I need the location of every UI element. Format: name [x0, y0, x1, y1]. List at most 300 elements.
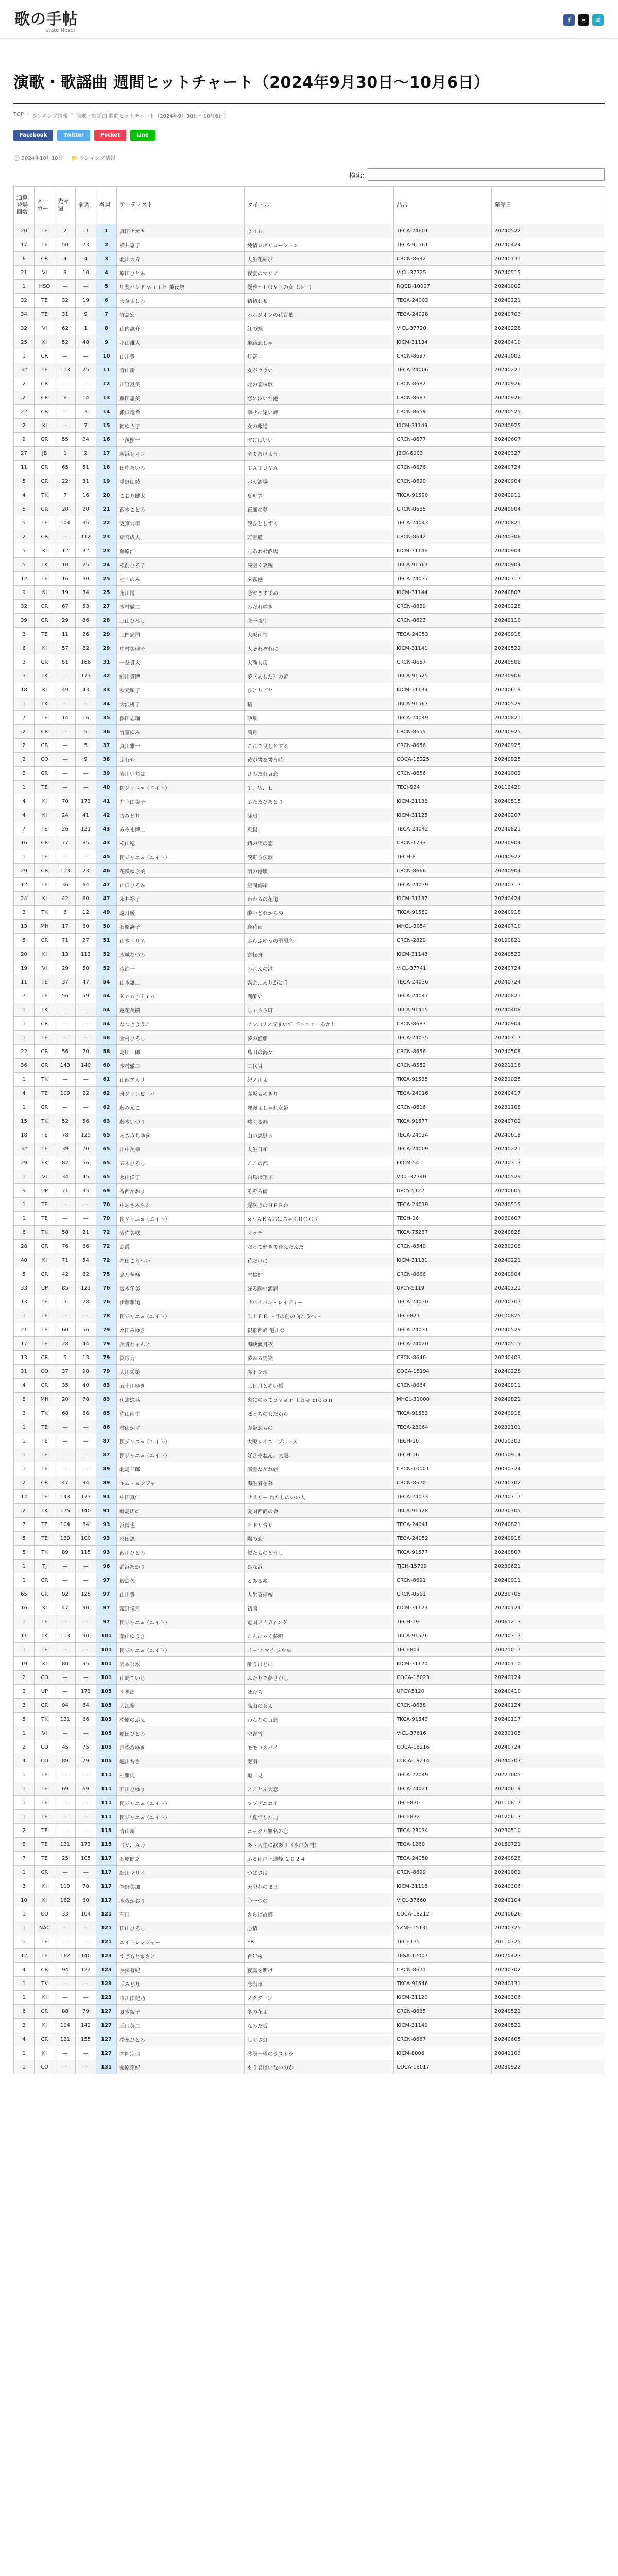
cell-last-week: — [76, 1031, 96, 1045]
cell-rank: 79 [96, 1365, 117, 1379]
cell-release-date: 20240626 [492, 1907, 605, 1921]
cell-release-date: 20240424 [492, 238, 605, 252]
cell-two-weeks-ago: — [55, 1434, 76, 1448]
cell-last-week: — [76, 1003, 96, 1017]
table-row [14, 892, 605, 906]
cell-artist: 山口ひろみ [117, 878, 245, 892]
cell-maker: CR [35, 530, 55, 544]
cell-maker: CR [35, 1100, 55, 1114]
cell-artist: 松山穂 [117, 836, 245, 850]
cell-appearances: 2 [14, 391, 35, 405]
table-row [14, 628, 605, 641]
cell-maker: TE [35, 1490, 55, 1504]
cell-last-week: 100 [76, 1532, 96, 1546]
cell-release-date: 20240828 [492, 1226, 605, 1240]
cell-artist: 山崎ていじ [117, 1671, 245, 1685]
cell-release-date: 20240228 [492, 321, 605, 335]
cell-maker: KI [35, 335, 55, 349]
cell-rank: 47 [96, 878, 117, 892]
cell-title: ツブデニコイ [245, 1796, 394, 1810]
mail-icon[interactable]: ✉ [592, 14, 604, 26]
cell-two-weeks-ago: 175 [55, 1504, 76, 1518]
cell-two-weeks-ago: — [55, 1824, 76, 1838]
cell-last-week: 9 [76, 753, 96, 767]
breadcrumb-current: 演歌・歌謡曲 週間ヒットチャート（2024年9月30日〜10月6日） [76, 114, 229, 120]
cell-maker: TE [35, 1295, 55, 1309]
cell-appearances: 9 [14, 586, 35, 600]
cell-two-weeks-ago: 49 [55, 683, 76, 697]
cell-two-weeks-ago: 20 [55, 1393, 76, 1406]
cell-last-week: 2 [76, 447, 96, 461]
cell-release-date: 20240408 [492, 1003, 605, 1017]
cell-last-week: 69 [76, 1782, 96, 1796]
cell-two-weeks-ago: 94 [55, 1963, 76, 1977]
cell-two-weeks-ago: — [55, 377, 76, 391]
cell-rank: 131 [96, 2060, 117, 2074]
cell-last-week: — [76, 2060, 96, 2074]
table-row [14, 1532, 605, 1546]
cell-title: 三日月と赤い橋 [245, 1379, 394, 1393]
cell-appearances: 29 [14, 1156, 35, 1170]
cell-title: イッツ マイ ソウル [245, 1643, 394, 1657]
cell-catalog-no: TECA-24042 [394, 822, 492, 836]
share-buttons [13, 130, 605, 141]
table-row [14, 1796, 605, 1810]
cell-rank: 65 [96, 1142, 117, 1156]
col-header-appearances[interactable]: 通算登場回数 [14, 187, 35, 224]
cell-last-week: — [76, 1796, 96, 1810]
cell-maker: TE [35, 1532, 55, 1546]
cell-rank: 121 [96, 1907, 117, 1921]
cell-catalog-no: TKCA-91582 [394, 906, 492, 920]
cell-maker: TE [35, 1031, 55, 1045]
cell-title: 黄が誓を誓う時 [245, 753, 394, 767]
cell-last-week: 43 [76, 683, 96, 697]
cell-appearances: 3 [14, 628, 35, 641]
cell-title: もう君はいないのか [245, 2060, 394, 2074]
cell-title: 優雅〜ＬＯＶＥの女（ホー） [245, 280, 394, 294]
col-header-two-weeks-ago[interactable]: 先々週 [55, 187, 76, 224]
cell-appearances: 1 [14, 850, 35, 864]
cell-two-weeks-ago: 113 [55, 363, 76, 377]
cell-catalog-no: COCA-18212 [394, 1907, 492, 1921]
cell-catalog-no: TECA-24030 [394, 1295, 492, 1309]
post-category[interactable]: 📁 ランキング情報 [71, 156, 115, 161]
table-row [14, 391, 605, 405]
table-row [14, 544, 605, 558]
cell-two-weeks-ago: 28 [55, 1337, 76, 1351]
cell-title: 電国アイディング [245, 1615, 394, 1629]
cell-catalog-no: FKCM-54 [394, 1156, 492, 1170]
table-row [14, 377, 605, 391]
share-line-button[interactable]: Line [130, 130, 155, 141]
cell-title: 砂漠一望のラストラ [245, 2046, 394, 2060]
cell-maker: CR [35, 1379, 55, 1393]
cell-two-weeks-ago: 60 [55, 1323, 76, 1337]
cell-maker: TE [35, 1420, 55, 1434]
table-row [14, 1782, 605, 1796]
cell-release-date: 20240529 [492, 1323, 605, 1337]
cell-rank: 7 [96, 308, 117, 321]
cell-release-date: 20240713 [492, 1629, 605, 1643]
cell-title: ひな浜 [245, 1560, 394, 1573]
cell-rank: 75 [96, 1267, 117, 1281]
cell-two-weeks-ago: — [55, 1726, 76, 1740]
cell-last-week: 140 [76, 1504, 96, 1518]
cell-two-weeks-ago: — [55, 1685, 76, 1699]
cell-release-date: 20240221 [492, 1281, 605, 1295]
cell-release-date: 20221005 [492, 1768, 605, 1782]
cell-artist: 三茂樹一 [117, 433, 245, 447]
cell-catalog-no: TECI-830 [394, 1796, 492, 1810]
table-row [14, 1573, 605, 1587]
cell-title: 泣けばいい [245, 433, 394, 447]
cell-last-week: 40 [76, 1379, 96, 1393]
cell-two-weeks-ago: — [55, 1073, 76, 1087]
table-row [14, 1073, 605, 1087]
cell-title: 陽の恋 [245, 1532, 394, 1546]
table-row [14, 1434, 605, 1448]
cell-release-date: 20240702 [492, 1114, 605, 1128]
cell-two-weeks-ago: 104 [55, 2019, 76, 2032]
table-row [14, 2032, 605, 2046]
cell-artist: 関ジャニ∞（エイト） [117, 1615, 245, 1629]
page-title: 演歌・歌謡曲 週間ヒットチャート（2024年9月30日〜10月6日） [13, 74, 490, 92]
cell-appearances: 4 [14, 1379, 35, 1393]
cell-maker: TE [35, 1852, 55, 1866]
cell-catalog-no: CRCN-8656 [394, 739, 492, 753]
cell-maker: KI [35, 794, 55, 808]
table-row [14, 947, 605, 961]
cell-appearances: 2 [14, 1504, 35, 1518]
cell-last-week: 59 [76, 989, 96, 1003]
cell-appearances: 12 [14, 1490, 35, 1504]
cell-rank: 101 [96, 1643, 117, 1657]
cell-maker: TE [35, 1448, 55, 1462]
cell-rank: 17 [96, 447, 117, 461]
col-header-catalog-no[interactable]: 品番 [394, 187, 492, 224]
cell-release-date: 20240515 [492, 266, 605, 280]
cell-artist: 伊藤雅道 [117, 1295, 245, 1309]
cell-maker: CO [35, 1740, 55, 1754]
cell-release-date: 20230906 [492, 669, 605, 683]
cell-rank: 93 [96, 1518, 117, 1532]
cell-artist: 浦浜あかり [117, 1560, 245, 1573]
cell-two-weeks-ago: — [55, 1003, 76, 1017]
table-row [14, 781, 605, 794]
table-row [14, 2060, 605, 2074]
cell-last-week: 54 [76, 1253, 96, 1267]
cell-title: 恋一夜空 [245, 614, 394, 628]
cell-release-date: 20240522 [492, 947, 605, 961]
cell-catalog-no: TECA-24036 [394, 975, 492, 989]
cell-catalog-no: CRCN-8561 [394, 1587, 492, 1601]
table-row [14, 961, 605, 975]
cell-catalog-no: CRCN-8685 [394, 502, 492, 516]
cell-appearances: 1 [14, 1017, 35, 1031]
table-body [14, 224, 605, 2074]
cell-appearances: 2 [14, 739, 35, 753]
cell-two-weeks-ago: 113 [55, 864, 76, 878]
cell-two-weeks-ago: 16 [55, 572, 76, 586]
cell-two-weeks-ago: — [55, 2060, 76, 2074]
cell-last-week: 34 [76, 586, 96, 600]
cell-two-weeks-ago: — [55, 1768, 76, 1782]
site-logo[interactable] [14, 8, 123, 31]
cell-rank: 52 [96, 947, 117, 961]
cell-maker: TE [35, 1128, 55, 1142]
table-row [14, 1768, 605, 1782]
cell-artist: 関ジャニ∞（エイト） [117, 1212, 245, 1226]
table-row [14, 1337, 605, 1351]
col-header-maker[interactable]: メーカー [35, 187, 55, 224]
breadcrumb-category[interactable]: ランキング情報 [32, 114, 68, 120]
cell-appearances: 1 [14, 1462, 35, 1476]
cell-maker: KI [35, 641, 55, 655]
cell-release-date: 20190821 [492, 934, 605, 947]
table-row [14, 1087, 605, 1100]
cell-catalog-no: CRCN-8540 [394, 1240, 492, 1253]
cell-two-weeks-ago: 24 [55, 808, 76, 822]
cell-two-weeks-ago: 37 [55, 975, 76, 989]
cell-rank: 65 [96, 1156, 117, 1170]
cell-last-week: 66 [76, 1406, 96, 1420]
cell-two-weeks-ago: — [55, 1573, 76, 1587]
cell-release-date: 20240911 [492, 1573, 605, 1587]
cell-appearances: 21 [14, 1323, 35, 1337]
cell-release-date: 20240821 [492, 1518, 605, 1532]
cell-maker: TK [35, 669, 55, 683]
cell-last-week: 25 [76, 558, 96, 572]
cell-release-date: 20240926 [492, 377, 605, 391]
breadcrumb [13, 112, 605, 120]
share-facebook-button[interactable]: Facebook [13, 130, 53, 141]
cell-artist: 藤みえこ [117, 1100, 245, 1114]
cell-artist: 川野夏美 [117, 377, 245, 391]
cell-last-week: 66 [76, 1240, 96, 1253]
share-twitter-button[interactable]: Twitter [57, 130, 90, 141]
cell-maker: CR [35, 1059, 55, 1073]
cell-title: 人生花結び [245, 252, 394, 266]
cell-last-week: 98 [76, 1365, 96, 1379]
search-input[interactable] [368, 168, 605, 181]
cell-appearances: 1 [14, 1560, 35, 1573]
cell-maker: CR [35, 767, 55, 781]
cell-release-date: 20240104 [492, 1893, 605, 1907]
cell-two-weeks-ago: 34 [55, 1170, 76, 1184]
cell-artist: 三山ひろし [117, 614, 245, 628]
cell-rank: 8 [96, 321, 117, 335]
cell-maker: CR [35, 614, 55, 628]
cell-title: しゃらら町 [245, 1003, 394, 1017]
cell-appearances: 1 [14, 1309, 35, 1323]
cell-appearances: 11 [14, 1629, 35, 1643]
cell-release-date: 20230510 [492, 1824, 605, 1838]
cell-appearances: 2 [14, 1476, 35, 1490]
cell-title: 赤トンボ [245, 1365, 394, 1379]
cell-appearances: 5 [14, 516, 35, 530]
cell-two-weeks-ago: 139 [55, 1532, 76, 1546]
cell-catalog-no: MHCL-31000 [394, 1393, 492, 1406]
cell-title: 鬼にのってｏｖｅｒ ｔｈｅ ｍｏｏｎ [245, 1393, 394, 1406]
table-row [14, 1003, 605, 1017]
cell-artist: 伊達惣兵 [117, 1393, 245, 1406]
cell-rank: 46 [96, 864, 117, 878]
cell-release-date: 20240702 [492, 1963, 605, 1977]
col-header-this-week[interactable]: 当週 [96, 187, 117, 224]
cell-title: 夜雲のマリア [245, 266, 394, 280]
cell-appearances: 32 [14, 363, 35, 377]
cell-maker: VI [35, 1170, 55, 1184]
cell-appearances: 5 [14, 934, 35, 947]
cell-title: サラリー わたしのいい人 [245, 1490, 394, 1504]
col-header-artist[interactable]: アーティスト [117, 187, 245, 224]
cell-catalog-no: TECA-24031 [394, 1323, 492, 1337]
cell-two-weeks-ago: 47 [55, 1601, 76, 1615]
share-pocket-button[interactable]: Pocket [94, 130, 126, 141]
cell-two-weeks-ago: 29 [55, 961, 76, 975]
col-header-title[interactable]: タイトル [245, 187, 394, 224]
cell-last-week: 25 [76, 363, 96, 377]
cell-artist: 岩佐美咲 [117, 1226, 245, 1240]
cell-maker: HSO [35, 280, 55, 294]
cell-release-date: 20240821 [492, 516, 605, 530]
cell-appearances: 2 [14, 1685, 35, 1699]
cell-last-week: — [76, 1768, 96, 1782]
col-header-release-date[interactable]: 発売日 [492, 187, 605, 224]
cell-appearances: 11 [14, 461, 35, 474]
cell-release-date: 20120613 [492, 1810, 605, 1824]
cell-title: ほむら [245, 1685, 394, 1699]
cell-last-week: 155 [76, 2032, 96, 2046]
cell-last-week: — [76, 1212, 96, 1226]
cell-release-date: 20240124 [492, 1699, 605, 1713]
cell-title: 島田の海女 [245, 1045, 394, 1059]
cell-release-date: 20240828 [492, 1852, 605, 1866]
cell-last-week: — [76, 1935, 96, 1949]
cell-catalog-no: JBCK-6003 [394, 447, 492, 461]
cell-artist: 大江裕 [117, 1699, 245, 1713]
table-row [14, 1921, 605, 1935]
cell-title: 赤坂もめぎり [245, 1087, 394, 1100]
cell-last-week: 121 [76, 822, 96, 836]
cell-title: 夢の漁船 [245, 1031, 394, 1045]
cell-release-date: 20241002 [492, 349, 605, 363]
cell-two-weeks-ago: — [55, 1977, 76, 1991]
cell-title: 夢みる男笑 [245, 1351, 394, 1365]
cell-catalog-no: CRCN-8690 [394, 474, 492, 488]
cell-rank: 9 [96, 335, 117, 349]
cell-artist: 杜このみ [117, 572, 245, 586]
cell-rank: 29 [96, 641, 117, 655]
cell-two-weeks-ago: — [55, 1017, 76, 1031]
cell-catalog-no: COCA-18214 [394, 1754, 492, 1768]
cell-title: 恵銀 [245, 822, 394, 836]
cell-maker: TK [35, 558, 55, 572]
table-row [14, 1546, 605, 1560]
cell-title: バカ酒場 [245, 474, 394, 488]
cell-rank: 111 [96, 1768, 117, 1782]
cell-catalog-no: TECH-16 [394, 1434, 492, 1448]
cell-appearances: 2 [14, 753, 35, 767]
cell-release-date: 20240605 [492, 1184, 605, 1198]
cell-rank: 27 [96, 600, 117, 614]
cell-two-weeks-ago: 69 [55, 1782, 76, 1796]
cell-release-date: 20050914 [492, 1448, 605, 1462]
cell-catalog-no: TKCA-91561 [394, 558, 492, 572]
x-icon[interactable]: ✕ [578, 14, 589, 26]
cell-last-week: 44 [76, 1337, 96, 1351]
cell-title: 心一つの [245, 1893, 394, 1907]
cell-appearances: 33 [14, 1281, 35, 1295]
cell-rank: 123 [96, 1963, 117, 1977]
cell-last-week: 78 [76, 1393, 96, 1406]
cell-maker: CR [35, 1240, 55, 1253]
cell-title: 赤帯恋もの [245, 1420, 394, 1434]
cell-two-weeks-ago: — [55, 1615, 76, 1629]
cell-appearances: 1 [14, 1726, 35, 1740]
cell-artist: 関ジャニ∞（エイト） [117, 781, 245, 794]
cell-two-weeks-ago: 3 [55, 1295, 76, 1309]
cell-two-weeks-ago: 11 [55, 628, 76, 641]
cell-appearances: 1 [14, 1643, 35, 1657]
cell-title: 大阪レイニーブルース [245, 1434, 394, 1448]
cell-last-week: — [76, 1810, 96, 1824]
cell-rank: 93 [96, 1532, 117, 1546]
cell-appearances: 3 [14, 655, 35, 669]
cell-two-weeks-ago: 14 [55, 711, 76, 725]
cell-title: 恋に泣いた港 [245, 391, 394, 405]
cell-maker: KI [35, 808, 55, 822]
cell-last-week: 9 [76, 308, 96, 321]
cell-title: 白鳥は翔ぶ [245, 1170, 394, 1184]
cell-artist: 市川由紀乃 [117, 1991, 245, 2005]
cell-rank: 14 [96, 405, 117, 419]
col-header-last-week[interactable]: 前週 [76, 187, 96, 224]
cell-release-date: 20240702 [492, 1476, 605, 1490]
cell-maker: CO [35, 753, 55, 767]
cell-release-date: 20240918 [492, 628, 605, 641]
cell-last-week: 140 [76, 1059, 96, 1073]
cell-appearances: 1 [14, 1782, 35, 1796]
cell-last-week: 30 [76, 572, 96, 586]
cell-two-weeks-ago: 5 [55, 1351, 76, 1365]
table-row [14, 1017, 605, 1031]
cell-appearances: 2 [14, 767, 35, 781]
cell-rank: 20 [96, 488, 117, 502]
cell-artist: 山内惠介 [117, 321, 245, 335]
cell-release-date: 20061213 [492, 1615, 605, 1629]
cell-title: 北の恋桜歌 [245, 377, 394, 391]
breadcrumb-separator: › [27, 112, 29, 117]
cell-two-weeks-ago: 7 [55, 488, 76, 502]
cell-two-weeks-ago: — [55, 1866, 76, 1879]
cell-maker: KI [35, 1657, 55, 1671]
cell-maker: KI [35, 683, 55, 697]
cell-catalog-no: CRCN-8666 [394, 1267, 492, 1281]
breadcrumb-home[interactable]: TOP [13, 112, 24, 117]
facebook-icon[interactable]: f [563, 14, 575, 26]
cell-release-date: 20240515 [492, 1337, 605, 1351]
cell-maker: TK [35, 697, 55, 711]
cell-maker: KI [35, 544, 55, 558]
cell-appearances: 4 [14, 808, 35, 822]
cell-artist: エイトレンジャー [117, 1935, 245, 1949]
cell-appearances: 3 [14, 1879, 35, 1893]
table-row [14, 1754, 605, 1768]
cell-rank: 76 [96, 1295, 117, 1309]
cell-artist: 大川栄策 [117, 1365, 245, 1379]
